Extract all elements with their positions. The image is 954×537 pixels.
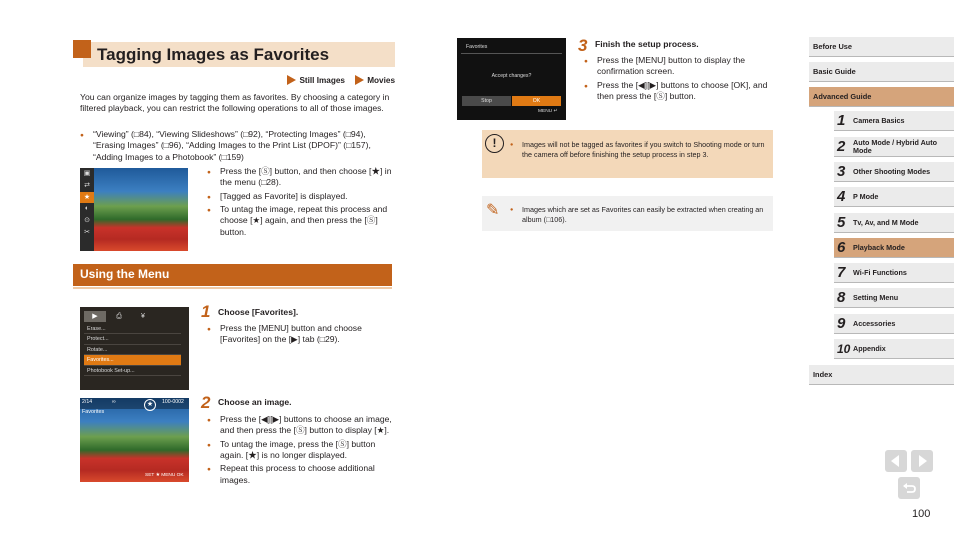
- confirmation-title: Favorites: [466, 44, 488, 50]
- chapter-label: Tv, Av, and M Mode: [853, 218, 919, 228]
- chapter-4[interactable]: [834, 187, 954, 207]
- step-3-bullet: ● Press the [◀][▶] buttons to choose [OK], and then press the [Ⓢ] button.: [584, 80, 772, 103]
- nav-before-use[interactable]: Before Use: [809, 37, 954, 57]
- movies-label: Movies: [367, 76, 395, 85]
- menu-item-rotate: Rotate...: [84, 345, 181, 355]
- chapter-number: 6: [837, 239, 846, 256]
- nav-basic-guide[interactable]: Basic Guide: [809, 62, 954, 82]
- quick-step: ● [Tagged as Favorite] is displayed.: [207, 191, 392, 202]
- note-text: [510, 205, 765, 224]
- chapter-number: 3: [837, 163, 846, 180]
- warning-bullet: ● Images will not be tagged as favorites if you switch to Shooting mode or turn the camera off before finishing the setup process in step 3.: [510, 140, 765, 159]
- step-2-bullet: ● To untag the image, press the [Ⓢ] button again. [★] is no longer displayed.: [207, 439, 392, 462]
- print-tab-icon: ⎙: [116, 313, 122, 320]
- chapter-number: 9: [837, 315, 846, 332]
- quick-menu-icon: ◐: [84, 205, 90, 213]
- menu-item-protect: Protect...: [84, 334, 181, 344]
- favorites-label: Favorites: [82, 409, 105, 415]
- chapter-number: 4: [837, 188, 846, 205]
- warning-text: [510, 140, 765, 159]
- section-underline: [73, 287, 392, 289]
- mode-indicators: [240, 75, 395, 87]
- menu-return-hint: MENU ↵: [538, 109, 558, 114]
- quick-menu-icon: ✂: [84, 228, 90, 236]
- chapter-label: Wi-Fi Functions: [853, 268, 907, 278]
- step-3-body: [584, 55, 772, 102]
- flower-field-photo: [94, 168, 188, 251]
- step-1-body: [207, 323, 392, 346]
- page-title: Tagging Images as Favorites: [97, 45, 330, 64]
- menu-item-erase: Erase...: [84, 324, 181, 334]
- chapter-1[interactable]: [834, 111, 954, 131]
- stop-option: Stop: [462, 96, 511, 106]
- chapter-label: Accessories: [853, 319, 896, 329]
- button-guide: SET ★ MENU OK: [145, 473, 184, 478]
- pencil-icon: ✎: [486, 202, 500, 219]
- confirmation-divider: [461, 53, 562, 54]
- chapter-label: Setting Menu: [853, 293, 899, 303]
- step-2-bullet: ● Repeat this process to choose additional images.: [207, 463, 392, 486]
- intro-paragraph: You can organize images by tagging them as favorites. By choosing a category in filtered playback, you can restrict the following operations to all of those images.: [80, 92, 390, 114]
- still-images-label: Still Images: [299, 76, 345, 85]
- page-number: 100: [912, 508, 931, 520]
- exclamation-icon: !: [485, 134, 504, 153]
- chapter-label: Auto Mode / Hybrid Auto Mode: [853, 138, 937, 155]
- back-button[interactable]: [898, 477, 920, 499]
- quick-steps: [207, 166, 392, 238]
- step-3-title: Finish the setup process.: [595, 39, 699, 49]
- return-icon: [898, 477, 920, 499]
- arrow-right-icon: [911, 450, 933, 472]
- chapter-label: Appendix: [853, 344, 886, 354]
- step-3-number: 3: [578, 36, 588, 55]
- quick-step: ● To untag the image, repeat this process and choose [★] again, and then press the [Ⓢ] button.: [207, 204, 392, 238]
- chapter-label: Other Shooting Modes: [853, 167, 931, 177]
- nav-advanced-guide[interactable]: Advanced Guide: [809, 87, 954, 107]
- chapter-number: 7: [837, 264, 846, 281]
- image-counter: 2/14: [82, 399, 93, 405]
- chapter-3[interactable]: [834, 162, 954, 182]
- chapter-number: 1: [837, 112, 846, 129]
- nav-index[interactable]: Index: [809, 365, 954, 385]
- previous-page-button[interactable]: [885, 450, 907, 472]
- chapter-7[interactable]: [834, 263, 954, 283]
- chapter-6[interactable]: [834, 238, 954, 258]
- confirmation-question: Accept changes?: [491, 73, 532, 79]
- quick-menu-strip: [80, 168, 94, 251]
- reference-item: ● “Viewing” (□84), “Viewing Slideshows” (□92), “Protecting Images” (□94), “Erasing Images” (□96), “Adding Images to the Print List (DPOF)” (□157), “Adding Images to a Photobook” (□159): [80, 129, 390, 163]
- chapter-label: Playback Mode: [853, 243, 905, 253]
- chapter-10[interactable]: [834, 339, 954, 359]
- chapter-8[interactable]: [834, 288, 954, 308]
- chapter-label: Camera Basics: [853, 116, 905, 126]
- favorite-star-icon: ★: [144, 399, 156, 411]
- still-images-icon: [287, 75, 296, 85]
- step-1-title: Choose [Favorites].: [218, 307, 299, 317]
- menu-list: [84, 324, 181, 376]
- step-2-bullet: ● Press the [◀][▶] buttons to choose an image, and then press the [Ⓢ] button to display [★].: [207, 414, 392, 437]
- step-2-number: 2: [201, 393, 211, 412]
- quick-step: ● Press the [Ⓢ] button, and then choose [★] in the menu (□28).: [207, 166, 392, 189]
- title-marker: [73, 40, 91, 58]
- menu-item-photobook: Photobook Set-up...: [84, 366, 181, 376]
- menu-tabs: [84, 311, 184, 322]
- step-1-bullet: ● Press the [MENU] button and choose [Favorites] on the [▶] tab (□29).: [207, 323, 392, 346]
- playback-tab-icon: ▶: [84, 311, 106, 322]
- chapter-label: P Mode: [853, 192, 879, 202]
- section-heading: Using the Menu: [73, 264, 392, 286]
- quick-menu-icon: ⇄: [84, 181, 90, 189]
- chapter-number: 2: [837, 138, 846, 155]
- favorite-star-icon: ★: [80, 192, 94, 204]
- chapter-number: 10: [837, 342, 851, 356]
- chapter-number: 8: [837, 289, 846, 306]
- quick-menu-icon: ⊙: [84, 217, 90, 225]
- step-2-body: [207, 414, 392, 486]
- arrow-left-icon: [885, 450, 907, 472]
- reference-list: [80, 129, 390, 163]
- next-page-button[interactable]: [911, 450, 933, 472]
- file-number: 100-0002: [162, 399, 184, 405]
- chapter-9[interactable]: [834, 314, 954, 334]
- step-3-bullet: ● Press the [MENU] button to display the confirmation screen.: [584, 55, 772, 78]
- setup-tab-icon: ¥: [141, 313, 145, 320]
- chapter-5[interactable]: [834, 213, 954, 233]
- step-2-title: Choose an image.: [218, 397, 292, 407]
- protect-icon: ∞: [112, 399, 116, 405]
- step-1-number: 1: [201, 302, 211, 321]
- chapter-number: 5: [837, 214, 846, 231]
- chapter-2[interactable]: [834, 137, 954, 157]
- movies-icon: [355, 75, 364, 85]
- menu-item-favorites: Favorites...: [84, 355, 181, 365]
- quick-menu-icon: ▣: [83, 170, 91, 177]
- ok-option: OK: [512, 96, 561, 106]
- note-bullet: ● Images which are set as Favorites can easily be extracted when creating an album (□106).: [510, 205, 765, 224]
